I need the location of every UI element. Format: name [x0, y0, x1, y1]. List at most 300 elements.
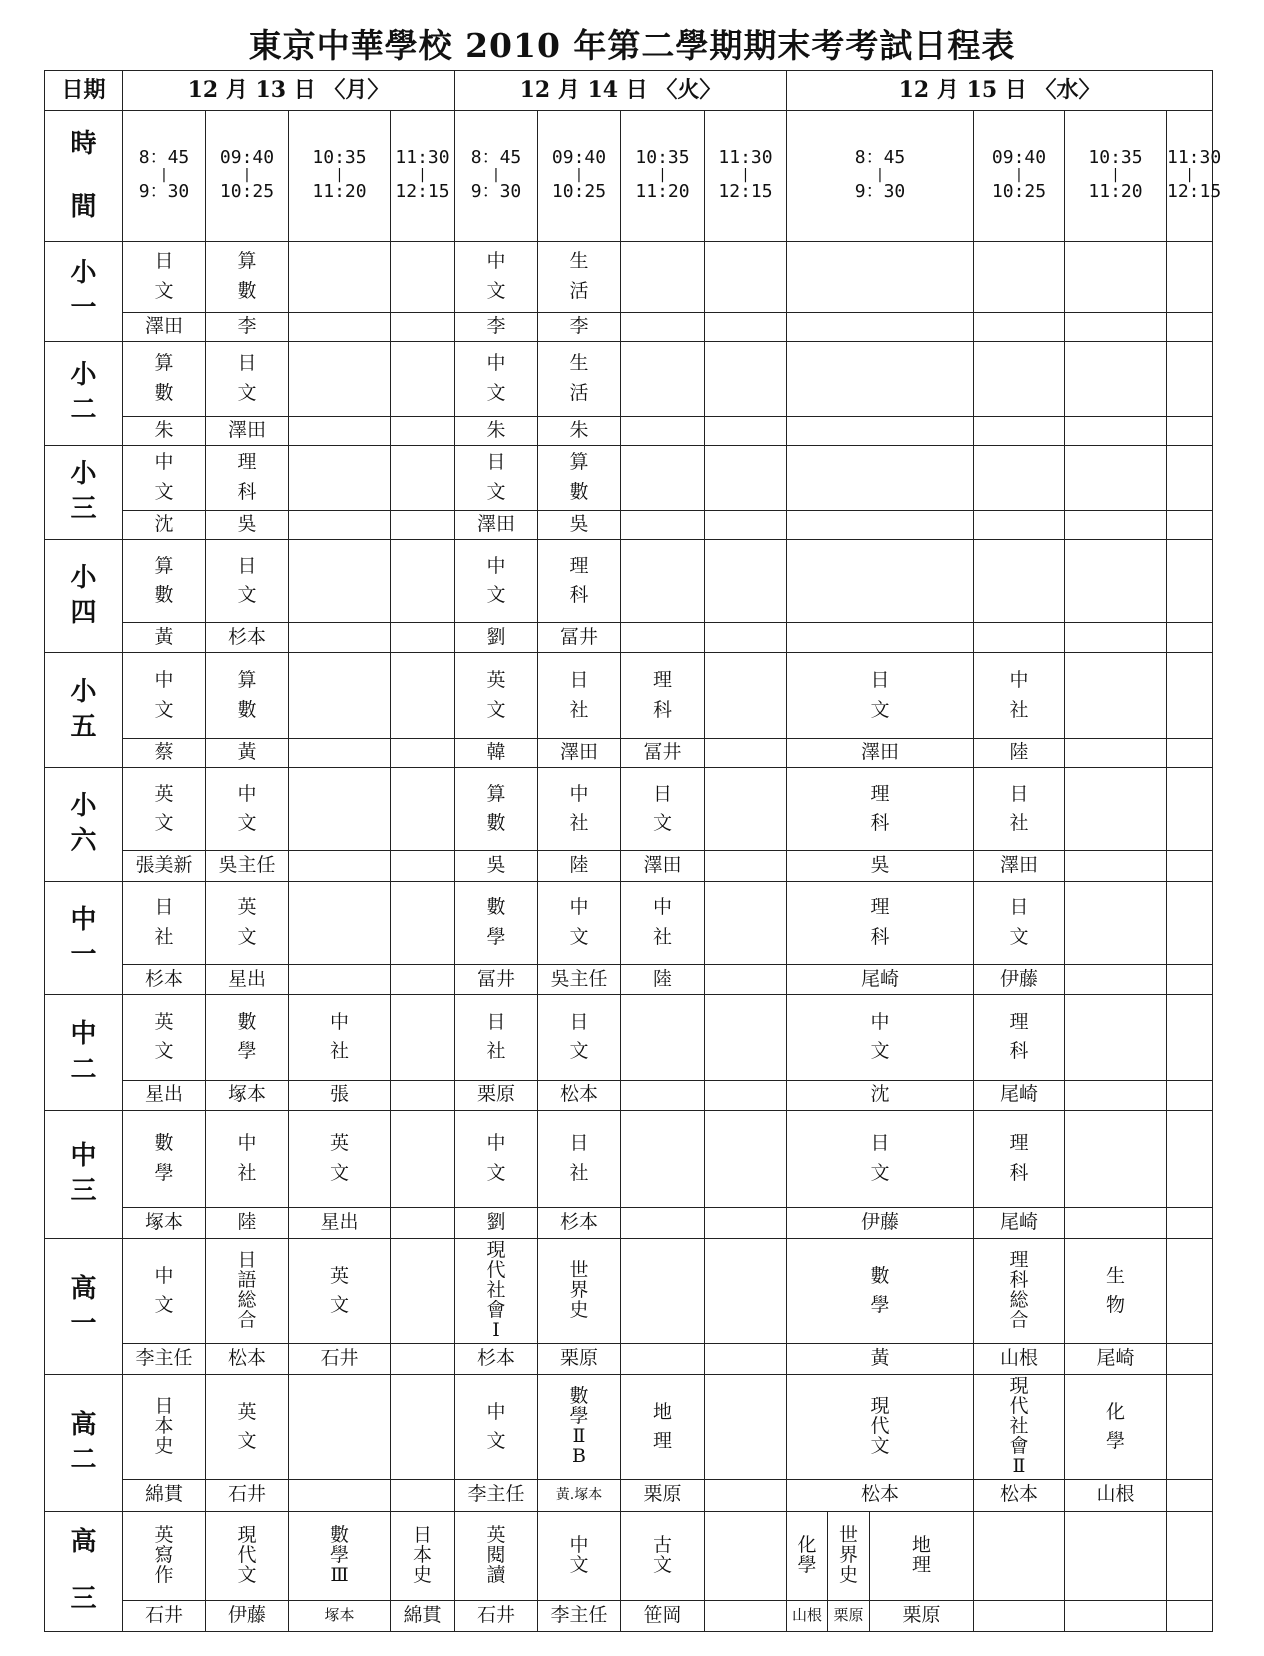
subject-cell: 日 社: [455, 995, 538, 1080]
teacher-cell: [391, 738, 455, 767]
grade-label: 小 五: [45, 653, 123, 768]
teacher-cell: 陸: [206, 1207, 289, 1238]
subject-cell: [705, 768, 787, 851]
subject-cell: [621, 539, 705, 622]
teacher-cell: 吳: [787, 851, 974, 881]
subject-cell: [391, 768, 455, 851]
teacher-cell: [705, 1344, 787, 1375]
teacher-cell: [705, 964, 787, 994]
grade-label: 高 一: [45, 1239, 123, 1375]
subject-cell: [391, 445, 455, 510]
teacher-cell: 山根: [1065, 1480, 1167, 1511]
subject-cell: 數 學: [455, 881, 538, 964]
period-time: 10:35 | 11:20: [1065, 110, 1167, 241]
subject-cell: 日 文: [206, 539, 289, 622]
period-time: 8：45 | 9：30: [123, 110, 206, 241]
teacher-cell: [391, 1080, 455, 1110]
teacher-cell: [1065, 623, 1167, 653]
teacher-cell: 栗原: [828, 1600, 870, 1631]
teacher-cell: 朱: [538, 416, 621, 445]
teacher-cell: [621, 510, 705, 539]
subject-cell: 算 數: [538, 445, 621, 510]
teacher-cell: 石井: [123, 1600, 206, 1631]
subject-cell: 中 文: [455, 341, 538, 416]
teacher-cell: 吳: [455, 851, 538, 881]
subject-cell: [787, 445, 974, 510]
subject-cell: 中 社: [621, 881, 705, 964]
teacher-cell: [1065, 964, 1167, 994]
subject-cell: 日 文: [787, 653, 974, 738]
teacher-cell: 松本: [974, 1480, 1065, 1511]
subject-cell: [705, 539, 787, 622]
subject-cell: [705, 1239, 787, 1344]
teacher-cell: [705, 416, 787, 445]
teacher-cell: [974, 1600, 1065, 1631]
subject-cell: [289, 881, 391, 964]
subject-cell: 日 文: [206, 341, 289, 416]
teacher-cell: 石井: [206, 1480, 289, 1511]
teacher-cell: [1167, 1080, 1213, 1110]
teacher-cell: 栗原: [455, 1080, 538, 1110]
grade-label: 小 六: [45, 768, 123, 882]
teacher-cell: 塚本: [289, 1600, 391, 1631]
teacher-cell: 山根: [787, 1600, 828, 1631]
subject-cell: 英 文: [123, 768, 206, 851]
subject-cell: 算 數: [123, 539, 206, 622]
subject-cell: [391, 1375, 455, 1480]
teacher-cell: 李: [538, 312, 621, 341]
subject-cell: [787, 241, 974, 312]
subject-cell: 現 代 文: [787, 1375, 974, 1480]
teacher-cell: [705, 623, 787, 653]
day-header: 12 月 15 日 〈水〉: [787, 71, 1213, 111]
subject-cell: 現 代 社 會 Ⅰ: [455, 1239, 538, 1344]
subject-cell: [1167, 653, 1213, 738]
subject-cell: 中 文: [123, 445, 206, 510]
teacher-cell: 伊藤: [974, 964, 1065, 994]
teacher-cell: [289, 623, 391, 653]
subject-cell: 世 界 史: [538, 1239, 621, 1344]
subject-cell: [1065, 995, 1167, 1080]
subject-cell: [974, 1511, 1065, 1600]
subject-cell: 理 科 総 合: [974, 1239, 1065, 1344]
teacher-cell: 李: [206, 312, 289, 341]
teacher-cell: 吳主任: [538, 964, 621, 994]
teacher-cell: 李主任: [123, 1344, 206, 1375]
time-header-label: 時 間: [45, 110, 123, 241]
teacher-cell: [787, 312, 974, 341]
teacher-cell: 沈: [123, 510, 206, 539]
subject-cell: 世 界 史: [828, 1511, 870, 1600]
teacher-cell: 杉本: [123, 964, 206, 994]
teacher-cell: 松本: [787, 1480, 974, 1511]
teacher-cell: 李主任: [455, 1480, 538, 1511]
grade-label: 小 三: [45, 445, 123, 539]
teacher-cell: [621, 623, 705, 653]
teacher-cell: 黃.塚本: [538, 1480, 621, 1511]
subject-cell: 日 文: [455, 445, 538, 510]
subject-cell: 理 科: [206, 445, 289, 510]
teacher-cell: [621, 416, 705, 445]
teacher-cell: 黃: [123, 623, 206, 653]
subject-cell: [1167, 768, 1213, 851]
subject-cell: 英 文: [289, 1239, 391, 1344]
subject-cell: [1167, 881, 1213, 964]
subject-cell: [621, 445, 705, 510]
subject-cell: 日 文: [621, 768, 705, 851]
grade-label: 中 二: [45, 995, 123, 1111]
period-time: 11:30 | 12:15: [1167, 110, 1213, 241]
subject-cell: [1065, 341, 1167, 416]
teacher-cell: 陸: [538, 851, 621, 881]
period-time: 10:35 | 11:20: [621, 110, 705, 241]
subject-cell: 地 理: [621, 1375, 705, 1480]
subject-cell: 理 科: [621, 653, 705, 738]
subject-cell: 日 社: [538, 1110, 621, 1207]
subject-cell: [705, 653, 787, 738]
subject-cell: 中 社: [974, 653, 1065, 738]
teacher-cell: [1065, 738, 1167, 767]
teacher-cell: [391, 851, 455, 881]
teacher-cell: [289, 1480, 391, 1511]
subject-cell: [289, 1375, 391, 1480]
teacher-cell: 尾崎: [974, 1207, 1065, 1238]
subject-cell: [1167, 1375, 1213, 1480]
subject-cell: 中 文: [455, 539, 538, 622]
teacher-cell: [705, 738, 787, 767]
subject-cell: [1065, 881, 1167, 964]
subject-cell: [391, 1110, 455, 1207]
subject-cell: 英 閱 讀: [455, 1511, 538, 1600]
teacher-cell: 澤田: [206, 416, 289, 445]
teacher-cell: 李主任: [538, 1600, 621, 1631]
subject-cell: [1065, 539, 1167, 622]
subject-cell: 中 社: [289, 995, 391, 1080]
teacher-cell: 張美新: [123, 851, 206, 881]
subject-cell: [705, 1511, 787, 1600]
teacher-cell: [974, 510, 1065, 539]
subject-cell: [1065, 768, 1167, 851]
teacher-cell: 劉: [455, 623, 538, 653]
teacher-cell: 澤田: [621, 851, 705, 881]
subject-cell: 中 文: [455, 241, 538, 312]
teacher-cell: [289, 738, 391, 767]
subject-cell: [1167, 539, 1213, 622]
teacher-cell: [787, 623, 974, 653]
subject-cell: 日 社: [974, 768, 1065, 851]
subject-cell: 中 文: [787, 995, 974, 1080]
teacher-cell: 杉本: [538, 1207, 621, 1238]
teacher-cell: 澤田: [787, 738, 974, 767]
subject-cell: 中 文: [123, 653, 206, 738]
grade-label: 中 三: [45, 1110, 123, 1238]
teacher-cell: [705, 1600, 787, 1631]
teacher-cell: [391, 510, 455, 539]
teacher-cell: 蔡: [123, 738, 206, 767]
teacher-cell: 黃: [787, 1344, 974, 1375]
subject-cell: [1065, 241, 1167, 312]
grade-label: 小 二: [45, 341, 123, 445]
teacher-cell: [1065, 312, 1167, 341]
subject-cell: 日 文: [538, 995, 621, 1080]
subject-cell: [391, 1239, 455, 1344]
subject-cell: [787, 341, 974, 416]
subject-cell: [1065, 1511, 1167, 1600]
subject-cell: [621, 341, 705, 416]
teacher-cell: [1167, 510, 1213, 539]
period-time: 11:30 | 12:15: [391, 110, 455, 241]
subject-cell: 生 物: [1065, 1239, 1167, 1344]
teacher-cell: [787, 510, 974, 539]
teacher-cell: 黃: [206, 738, 289, 767]
subject-cell: [705, 1110, 787, 1207]
subject-cell: [974, 341, 1065, 416]
teacher-cell: 吳: [206, 510, 289, 539]
subject-cell: [391, 995, 455, 1080]
teacher-cell: 陸: [974, 738, 1065, 767]
teacher-cell: [974, 312, 1065, 341]
subject-cell: 中 文: [538, 881, 621, 964]
subject-cell: [705, 341, 787, 416]
teacher-cell: 朱: [123, 416, 206, 445]
subject-cell: [1167, 341, 1213, 416]
teacher-cell: 陸: [621, 964, 705, 994]
subject-cell: 數 學: [206, 995, 289, 1080]
teacher-cell: [289, 510, 391, 539]
subject-cell: 算 數: [455, 768, 538, 851]
subject-cell: [1167, 995, 1213, 1080]
subject-cell: [289, 241, 391, 312]
period-time: 8：45 | 9：30: [455, 110, 538, 241]
subject-cell: [974, 539, 1065, 622]
subject-cell: 現 代 文: [206, 1511, 289, 1600]
teacher-cell: [621, 1344, 705, 1375]
grade-label: 小 一: [45, 241, 123, 341]
subject-cell: 中 文: [455, 1110, 538, 1207]
subject-cell: 中 社: [538, 768, 621, 851]
subject-cell: [1167, 241, 1213, 312]
exam-schedule-table: [44, 70, 1222, 1632]
teacher-cell: 韓: [455, 738, 538, 767]
teacher-cell: 澤田: [123, 312, 206, 341]
teacher-cell: 澤田: [538, 738, 621, 767]
subject-cell: 日 文: [787, 1110, 974, 1207]
teacher-cell: 尾崎: [787, 964, 974, 994]
subject-cell: [391, 539, 455, 622]
teacher-cell: 星出: [123, 1080, 206, 1110]
teacher-cell: [391, 1480, 455, 1511]
period-time: 09:40 | 10:25: [974, 110, 1065, 241]
teacher-cell: [974, 416, 1065, 445]
teacher-cell: [391, 416, 455, 445]
teacher-cell: [1167, 1207, 1213, 1238]
subject-cell: 算 數: [206, 241, 289, 312]
subject-cell: 英 文: [289, 1110, 391, 1207]
subject-cell: 中 文: [206, 768, 289, 851]
subject-cell: [1167, 1239, 1213, 1344]
teacher-cell: [787, 416, 974, 445]
subject-cell: [621, 241, 705, 312]
teacher-cell: [705, 851, 787, 881]
teacher-cell: [621, 1207, 705, 1238]
subject-cell: 數 學: [123, 1110, 206, 1207]
teacher-cell: 伊藤: [206, 1600, 289, 1631]
period-time: 11:30 | 12:15: [705, 110, 787, 241]
teacher-cell: [1065, 1207, 1167, 1238]
teacher-cell: [1167, 623, 1213, 653]
subject-cell: [1167, 1110, 1213, 1207]
subject-cell: 數 學 Ⅲ: [289, 1511, 391, 1600]
subject-cell: 英 寫 作: [123, 1511, 206, 1600]
teacher-cell: [1167, 1480, 1213, 1511]
subject-cell: 英 文: [206, 881, 289, 964]
grade-label: 小 四: [45, 539, 123, 653]
teacher-cell: 冨井: [621, 738, 705, 767]
teacher-cell: 張: [289, 1080, 391, 1110]
teacher-cell: 杉本: [206, 623, 289, 653]
teacher-cell: 笹岡: [621, 1600, 705, 1631]
subject-cell: 算 數: [123, 341, 206, 416]
teacher-cell: 李: [455, 312, 538, 341]
subject-cell: [391, 881, 455, 964]
teacher-cell: [1065, 1080, 1167, 1110]
date-header-label: 日期: [45, 71, 123, 111]
subject-cell: 日 本 史: [391, 1511, 455, 1600]
teacher-cell: 尾崎: [974, 1080, 1065, 1110]
subject-cell: 理 科: [538, 539, 621, 622]
subject-cell: [391, 241, 455, 312]
teacher-cell: [705, 1207, 787, 1238]
subject-cell: 生 活: [538, 241, 621, 312]
subject-cell: 理 科: [974, 995, 1065, 1080]
teacher-cell: [289, 312, 391, 341]
subject-cell: [1065, 445, 1167, 510]
teacher-cell: [289, 416, 391, 445]
teacher-cell: 尾崎: [1065, 1344, 1167, 1375]
teacher-cell: 澤田: [974, 851, 1065, 881]
subject-cell: [289, 341, 391, 416]
teacher-cell: 吳主任: [206, 851, 289, 881]
teacher-cell: 星出: [289, 1207, 391, 1238]
teacher-cell: [289, 851, 391, 881]
teacher-cell: 劉: [455, 1207, 538, 1238]
teacher-cell: [1167, 416, 1213, 445]
subject-cell: [621, 1239, 705, 1344]
subject-cell: [1167, 445, 1213, 510]
subject-cell: 數 學 Ⅱ B: [538, 1375, 621, 1480]
grade-label: 高 三: [45, 1511, 123, 1631]
teacher-cell: [621, 312, 705, 341]
teacher-cell: 綿貫: [391, 1600, 455, 1631]
subject-cell: [621, 995, 705, 1080]
teacher-cell: 杉本: [455, 1344, 538, 1375]
subject-cell: 理 科: [787, 881, 974, 964]
subject-cell: 日 語 総 合: [206, 1239, 289, 1344]
subject-cell: [391, 653, 455, 738]
subject-cell: 化 學: [787, 1511, 828, 1600]
teacher-cell: [1065, 416, 1167, 445]
subject-cell: 日 社: [123, 881, 206, 964]
grade-label: 中 一: [45, 881, 123, 995]
teacher-cell: [1167, 738, 1213, 767]
subject-cell: [1167, 1511, 1213, 1600]
subject-cell: [705, 1375, 787, 1480]
teacher-cell: 沈: [787, 1080, 974, 1110]
subject-cell: [289, 768, 391, 851]
subject-cell: [974, 445, 1065, 510]
subject-cell: 日 社: [538, 653, 621, 738]
teacher-cell: 朱: [455, 416, 538, 445]
subject-cell: [974, 241, 1065, 312]
teacher-cell: [391, 1207, 455, 1238]
teacher-cell: [391, 623, 455, 653]
period-time: 09:40 | 10:25: [538, 110, 621, 241]
teacher-cell: [289, 964, 391, 994]
subject-cell: [391, 341, 455, 416]
subject-cell: 英 文: [206, 1375, 289, 1480]
teacher-cell: [974, 623, 1065, 653]
teacher-cell: 栗原: [870, 1600, 974, 1631]
period-time: 09:40 | 10:25: [206, 110, 289, 241]
subject-cell: [1065, 1110, 1167, 1207]
teacher-cell: 石井: [455, 1600, 538, 1631]
teacher-cell: [1065, 510, 1167, 539]
subject-cell: 古 文: [621, 1511, 705, 1600]
subject-cell: 日 本 史: [123, 1375, 206, 1480]
teacher-cell: 澤田: [455, 510, 538, 539]
subject-cell: [705, 995, 787, 1080]
period-time: 8：45 | 9：30: [787, 110, 974, 241]
teacher-cell: 山根: [974, 1344, 1065, 1375]
teacher-cell: 栗原: [538, 1344, 621, 1375]
subject-cell: 理 科: [787, 768, 974, 851]
subject-cell: [705, 445, 787, 510]
teacher-cell: 栗原: [621, 1480, 705, 1511]
page-title: 東京中華學校 2010 年第二學期期末考考試日程表: [248, 26, 1016, 65]
teacher-cell: 松本: [206, 1344, 289, 1375]
teacher-cell: [705, 510, 787, 539]
teacher-cell: [391, 312, 455, 341]
subject-cell: 中 文: [538, 1511, 621, 1600]
subject-cell: [705, 881, 787, 964]
day-header: 12 月 14 日 〈火〉: [455, 71, 787, 111]
teacher-cell: 星出: [206, 964, 289, 994]
subject-cell: 數 學: [787, 1239, 974, 1344]
subject-cell: 理 科: [974, 1110, 1065, 1207]
teacher-cell: [705, 1080, 787, 1110]
subject-cell: 中 社: [206, 1110, 289, 1207]
teacher-cell: 冨井: [455, 964, 538, 994]
teacher-cell: [1065, 1600, 1167, 1631]
teacher-cell: 吳: [538, 510, 621, 539]
subject-cell: 現 代 社 會 Ⅱ: [974, 1375, 1065, 1480]
subject-cell: 日 文: [123, 241, 206, 312]
subject-cell: [621, 1110, 705, 1207]
subject-cell: 中 文: [455, 1375, 538, 1480]
teacher-cell: [705, 1480, 787, 1511]
teacher-cell: 石井: [289, 1344, 391, 1375]
teacher-cell: 伊藤: [787, 1207, 974, 1238]
subject-cell: [787, 539, 974, 622]
subject-cell: 生 活: [538, 341, 621, 416]
grade-label: 高 二: [45, 1375, 123, 1511]
teacher-cell: [1167, 851, 1213, 881]
teacher-cell: 綿貫: [123, 1480, 206, 1511]
teacher-cell: [1065, 851, 1167, 881]
teacher-cell: [391, 1344, 455, 1375]
teacher-cell: 冨井: [538, 623, 621, 653]
teacher-cell: [391, 964, 455, 994]
